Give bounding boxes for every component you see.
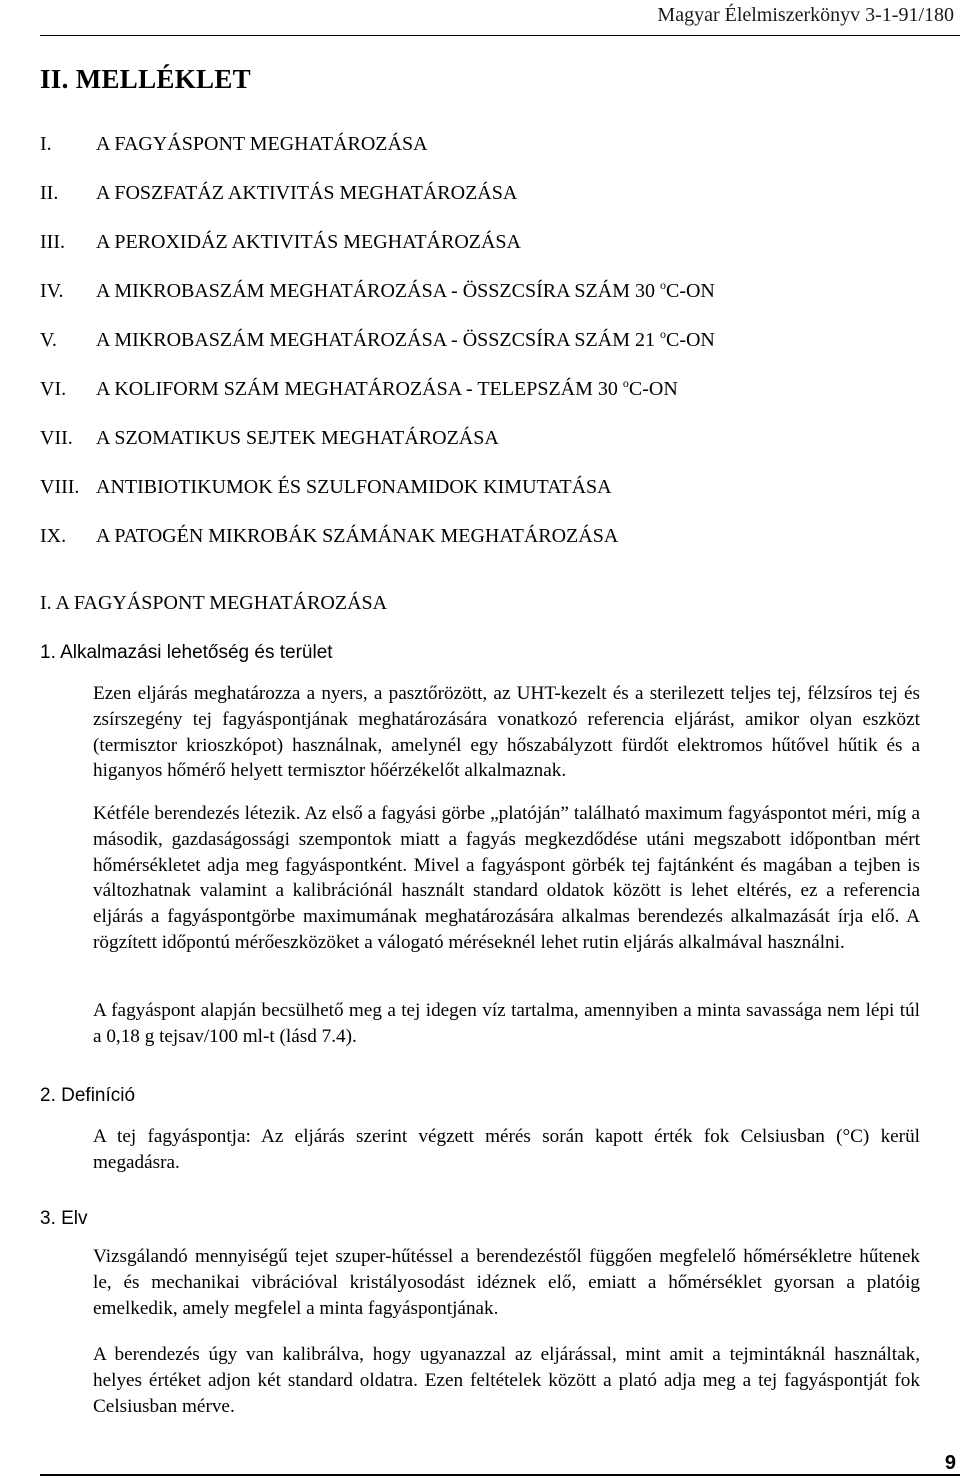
toc-title: A KOLIFORM SZÁM MEGHATÁROZÁSA - TELEPSZÁM 30 $^o$C-ON (96, 376, 678, 400)
paragraph-principle: Vizsgálandó mennyiségű tejet szuper-hűtéssel a berendezéstől függően megfelelő hőmérsékletre hűtenek le, és mechanikai vibrációval kristályosodást idéznek elő, emiatt a hőmérséklet gyorsan a platóig emelkedik, amely megfelel a minta fagyáspontjának. (93, 1246, 920, 1319)
toc-title: A SZOMATIKUS SEJTEK MEGHATÁROZÁSA (96, 427, 499, 449)
toc-title: A PEROXIDÁZ AKTIVITÁS MEGHATÁROZÁSA (96, 231, 521, 253)
toc-title: A MIKROBASZÁM MEGHATÁROZÁSA - ÖSSZCSÍRA SZÁM 21 $^o$C-ON (96, 327, 715, 351)
subsection-heading-scope: 1. Alkalmazási lehetőség és terület (40, 642, 333, 663)
subsection-heading-principle: 3. Elv (40, 1208, 88, 1229)
toc-number: VIII. (40, 476, 80, 498)
toc-number: IX. (40, 525, 67, 547)
toc-title: A FOSZFATÁZ AKTIVITÁS MEGHATÁROZÁSA (96, 182, 518, 204)
page-number: 9 (944, 1452, 956, 1474)
toc-title: ANTIBIOTIKUMOK ÉS SZULFONAMIDOK KIMUTATÁSA (96, 476, 612, 498)
toc-number: II. (40, 182, 59, 204)
subsection-heading-definition: 2. Definíció (40, 1085, 136, 1106)
toc-number: III. (40, 231, 65, 253)
toc-title: A MIKROBASZÁM MEGHATÁROZÁSA - ÖSSZCSÍRA SZÁM 30 $^o$C-ON (96, 278, 715, 302)
header-rule (40, 35, 960, 36)
toc-title: A PATOGÉN MIKROBÁK SZÁMÁNAK MEGHATÁROZÁSA (96, 525, 619, 547)
footer-rule (40, 1474, 960, 1476)
toc-number: VII. (40, 427, 73, 449)
toc-number: V. (40, 329, 57, 351)
toc-number: IV. (40, 280, 64, 302)
paragraph-water-content: A fagyáspont alapján becsülhető meg a tej idegen víz tartalma, amennyiben a minta savassága nem lépi túl a 0,18 g tejsav/100 ml-t (lásd 7.4). (93, 1000, 920, 1047)
paragraph-equipment: Kétféle berendezés létezik. Az első a fagyási görbe „platóján” található maximum fagyáspontot méri, míg a második, gazdaságossági szempontok miatt a fagyás megkezdődése utáni megszabott időpontban mért hőmérsékletet adja meg fagyáspontként. Mivel a fagyáspont görbék tej fajtánként és magában a tejben is változhatnak valamint a kalibrációnál használt standard oldatok között is lehet eltérés, ez a referencia eljárás a fagyáspontgörbe maximumának meghatározására alkalmas berendezés alkalmazását írja elő. A rögzített időpontú mérőeszközöket a válogató méréseknél lehet rutin eljárás alkalmával használni. (93, 803, 920, 953)
toc-number: VI. (40, 378, 67, 400)
running-header: Magyar Élelmiszerkönyv 3-1-91/180 (657, 4, 954, 26)
paragraph-calibration: A berendezés úgy van kalibrálva, hogy ugyanazzal az eljárással, mint amit a tejmintáknál használtak, helyes értéket adjon két standard oldatra. Ezen feltételek között a plató adja meg a tej fagyáspontját fok Celsiusban mérve. (93, 1344, 920, 1417)
toc-title: A FAGYÁSPONT MEGHATÁROZÁSA (96, 133, 428, 155)
paragraph-definition: A tej fagyáspontja: Az eljárás szerint végzett mérés során kapott érték fok Celsiusban (°C) kerül megadásra. (93, 1126, 920, 1173)
annex-title: II. MELLÉKLET (40, 64, 251, 94)
section-title: I. A FAGYÁSPONT MEGHATÁROZÁSA (40, 592, 388, 614)
toc-number: I. (40, 133, 52, 155)
paragraph-scope: Ezen eljárás meghatározza a nyers, a pasztőrözött, az UHT-kezelt és a sterilezett teljes tej, félzsíros tej és zsírszegény tej fagyáspontjának meghatározására vonatkozó referencia eljárást, amikor olyan eszközt (termisztor krioszkópot) használnak, amelynél egy hőszabályzott fürdőt elektromos hűtővel hűtik és a higanyos hőmérő helyett termisztor hőérzékelőt alkalmaznak. (93, 683, 920, 782)
